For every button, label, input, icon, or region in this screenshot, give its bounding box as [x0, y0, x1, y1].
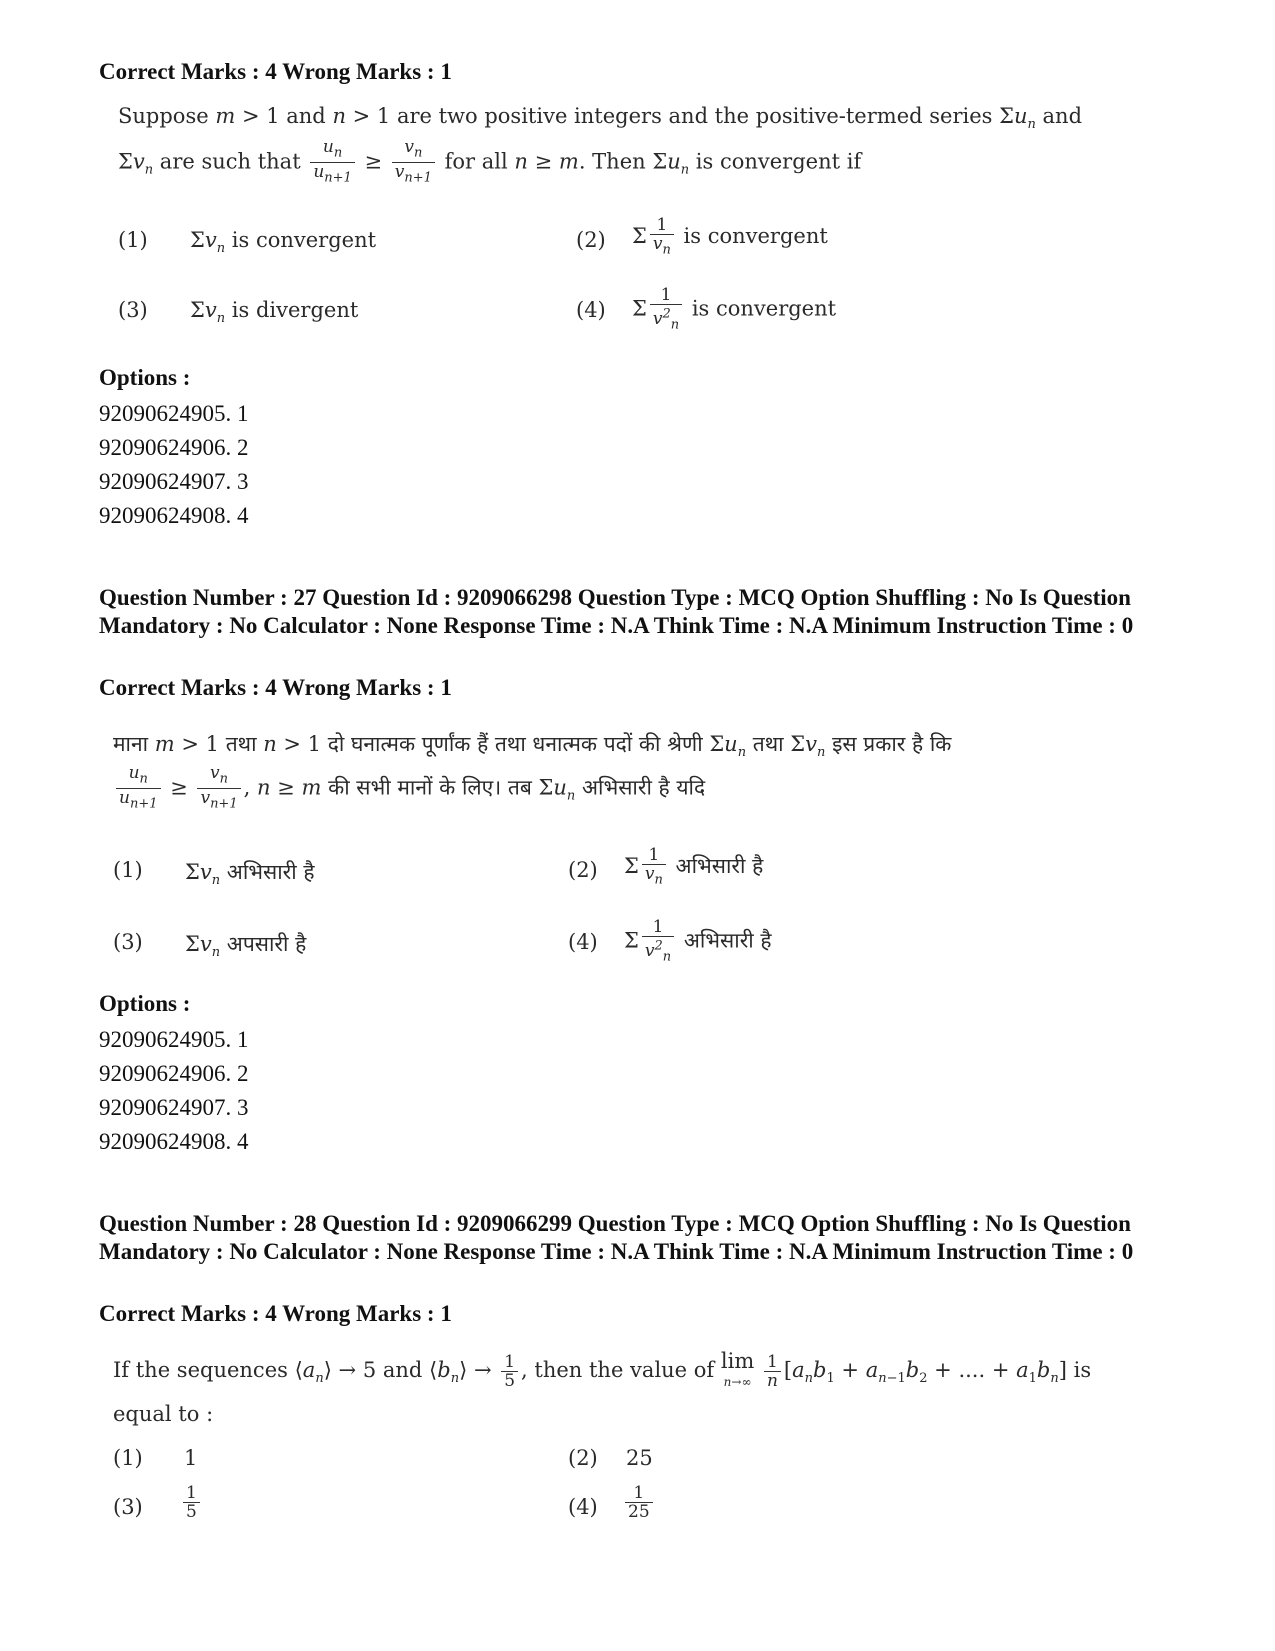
options-title: Options : [99, 365, 191, 390]
option-code: 92090624908. 4 [99, 503, 249, 528]
option-number: (2) [568, 858, 598, 882]
option-number: (4) [568, 930, 598, 954]
option-code: 92090624905. 1 [99, 1027, 249, 1052]
option-text: 25 [626, 1446, 653, 1470]
option-text: 1 [184, 1446, 198, 1470]
question-stem-line-2: $\frac{u_n}{u_{n+1}}$ ≥ $\frac{v_n}{v_{n+1}}$ , n ≥ m की सभी मानों के लिए। तब $\Sigma u_n$ अभिसारी है यदि [113, 764, 705, 814]
option-number: (3) [113, 1495, 143, 1519]
question-stem-line-1: Suppose m > 1 and n > 1 are two positive integers and the positive-termed series $\Sigma u_n$ and [118, 104, 1083, 133]
option-code: 92090624906. 2 [99, 1061, 249, 1086]
option-text: Σ $\frac{1}{v_n}$ is convergent [632, 215, 828, 258]
option-text: $\Sigma v_n$ अभिसारी है [185, 860, 315, 889]
option-text: Σ $\frac{1}{v^2_n}$ अभिसारी है [624, 917, 772, 965]
option-text: $\frac{1}{5}$ [180, 1484, 203, 1521]
marks-line: Correct Marks : 4 Wrong Marks : 1 [99, 59, 452, 84]
option-code: 92090624908. 4 [99, 1129, 249, 1154]
option-text: $\Sigma v_n$ is convergent [190, 228, 377, 257]
option-number: (2) [576, 228, 606, 252]
option-code: 92090624907. 3 [99, 1095, 249, 1120]
option-text: $\Sigma v_n$ अपसारी है [185, 932, 307, 961]
option-number: (3) [118, 298, 148, 322]
question-stem-line-2: $\Sigma v_n$ are such that $\frac{u_n}{u_{n+1}}$ ≥ $\frac{v_n}{v_{n+1}}$ for all n ≥ m. Then $\Sigma u_n$ is convergent if [118, 137, 862, 186]
option-code: 92090624907. 3 [99, 469, 249, 494]
options-title: Options : [99, 991, 191, 1016]
option-text: $\frac{1}{25}$ [622, 1484, 656, 1521]
question-header: Question Number : 27 Question Id : 9209066298 Question Type : MCQ Option Shuffling : No Is Question Mandatory : No Calculator : None Response Time : N.A Think Time : N.A Minimum Instruction Time : 0 [99, 585, 1134, 638]
option-number: (2) [568, 1446, 598, 1470]
marks-line: Correct Marks : 4 Wrong Marks : 1 [99, 1301, 452, 1326]
option-number: (1) [113, 1446, 143, 1470]
option-text: Σ $\frac{1}{v^2_n}$ is convergent [632, 285, 837, 333]
option-number: (4) [576, 298, 606, 322]
option-code: 92090624906. 2 [99, 435, 249, 460]
question-stem-line-2: equal to : [113, 1402, 214, 1426]
option-number: (1) [113, 858, 143, 882]
question-stem-line-1: If the sequences $⟨a_n⟩ \to 5$ and $⟨b_n⟩$ → $\frac{1}{5}$ , then the value of lim n→∞ $\frac{1}{n}$ [$a_nb_1 + a_{n-1}b_2$ + .... + $a_1b_n$] is [113, 1349, 1092, 1391]
question-stem-line-1: माना m > 1 तथा n > 1 दो घनात्मक पूर्णांक हैं तथा धनात्मक पदों की श्रेणी $\Sigma u_n$ तथा $\Sigma v_n$ इस प्रकार है कि [113, 732, 952, 761]
option-number: (1) [118, 228, 148, 252]
option-code: 92090624905. 1 [99, 401, 249, 426]
marks-line: Correct Marks : 4 Wrong Marks : 1 [99, 675, 452, 700]
option-text: Σ $\frac{1}{v_n}$ अभिसारी है [624, 845, 764, 888]
option-number: (4) [568, 1495, 598, 1519]
option-number: (3) [113, 930, 143, 954]
option-text: $\Sigma v_n$ is divergent [190, 298, 359, 327]
question-header: Question Number : 28 Question Id : 9209066299 Question Type : MCQ Option Shuffling : No Is Question Mandatory : No Calculator : None Response Time : N.A Think Time : N.A Minimum Instruction Time : 0 [99, 1211, 1134, 1264]
